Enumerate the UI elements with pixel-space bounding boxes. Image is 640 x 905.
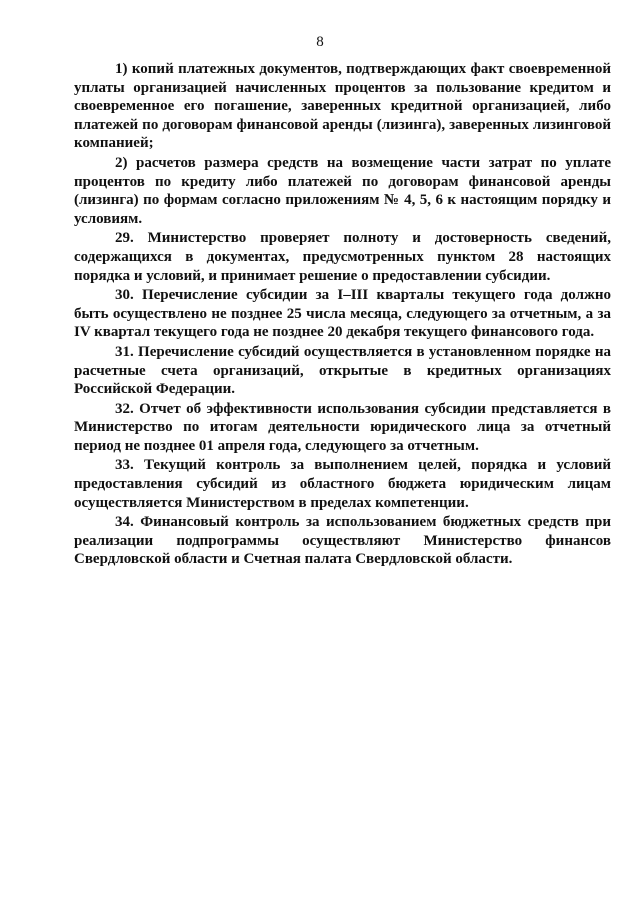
paragraph-item-1: 1) копий платежных документов, подтверждающих факт своевременной уплаты организацией начисленных процентов за пользование кредитом и своевременное его погашение, заверенных кредитной организацией, либо платежей по договорам финансовой аренды (лизинга), заверенных лизинговой компанией; — [74, 61, 611, 152]
page-number: 8 — [316, 34, 324, 50]
paragraph-30: 30. Перечисление субсидии за I–III кварталы текущего года должно быть осуществлено не позднее 25 числа месяца, следующего за отчетным, а за IV квартал текущего года не позднее 20 декабря текущего финансового года. — [74, 287, 611, 341]
document-body — [74, 60, 611, 570]
paragraph-29: 29. Министерство проверяет полноту и достоверность сведений, содержащихся в документах, предусмотренных пунктом 28 настоящих порядка и условий, и принимает решение о предоставлении субсидии. — [74, 230, 611, 284]
paragraph-32: 32. Отчет об эффективности использования субсидии представляется в Министерство по итогам деятельности юридического лица за отчетный период не позднее 01 апреля года, следующего за отчетным. — [74, 400, 611, 454]
paragraph-item-2: 2) расчетов размера средств на возмещение части затрат по уплате процентов по кредиту либо платежей по договорам финансовой аренды (лизинга) по формам согласно приложениям № 4, 5, 6 к настоящим порядку и условиям. — [74, 154, 611, 227]
paragraph-31: 31. Перечисление субсидий осуществляется в установленном порядке на расчетные счета организаций, открытые в кредитных организациях Российской Федерации. — [74, 343, 611, 398]
paragraph-33: 33. Текущий контроль за выполнением целей, порядка и условий предоставления субсидий из областного бюджета юридическим лицам осуществляется Министерством в пределах компетенции. — [74, 457, 611, 511]
paragraph-34: 34. Финансовый контроль за использованием бюджетных средств при реализации подпрограммы осуществляют Министерство финансов Свердловской области и Счетная палата Свердловской области. — [74, 514, 611, 568]
